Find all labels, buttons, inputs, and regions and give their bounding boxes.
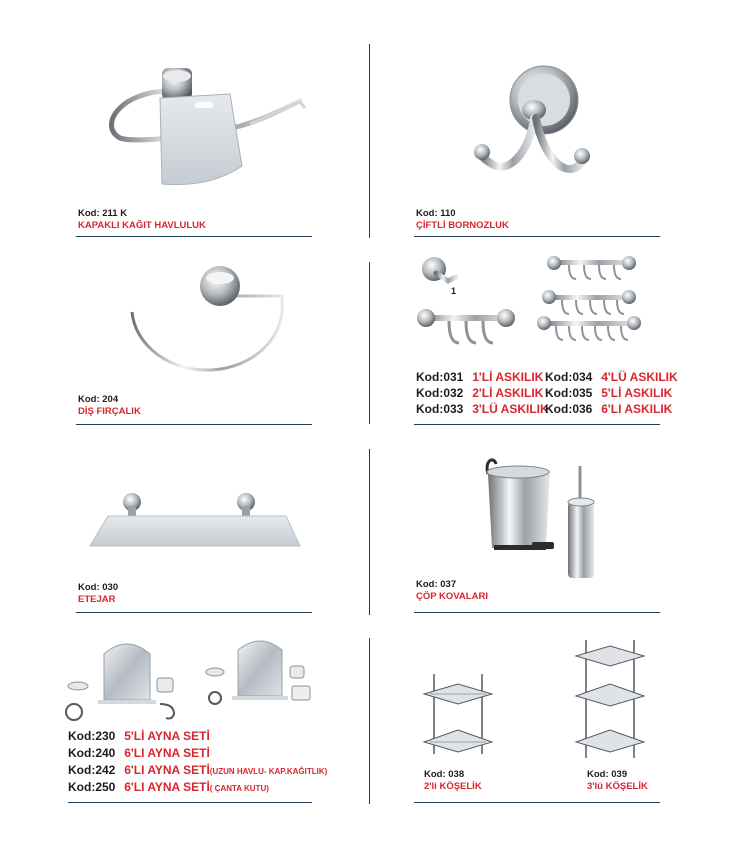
column-divider-1 — [369, 44, 370, 238]
product-code-204: Kod: 204 — [78, 394, 119, 405]
hook-name-033: 3'LÜ ASKILIK — [472, 402, 549, 416]
hook-row-033 — [416, 400, 549, 418]
product-code-038: Kod: 038 — [424, 769, 465, 780]
paper-holder-image — [100, 46, 310, 196]
product-code-030: Kod: 030 — [78, 582, 119, 593]
product-code-037: Kod: 037 — [416, 579, 457, 590]
towel-ring-image — [120, 262, 290, 382]
mirror-name-240: 6'LI AYNA SETİ — [124, 746, 210, 760]
hook-code-031: Kod:031 — [416, 370, 464, 384]
mirror-code-230: Kod:230 — [68, 729, 116, 743]
hook-code-034: Kod:034 — [545, 370, 593, 384]
product-code-039: Kod: 039 — [587, 769, 628, 780]
product-name-039: 3'lü KÖŞELİK — [587, 781, 648, 792]
corner-shelf-2-image — [420, 672, 500, 762]
product-code-211: Kod: 211 K — [78, 208, 128, 219]
hook-code-036: Kod:036 — [545, 402, 593, 416]
product-name-110: ÇİFTLİ BORNOZLUK — [416, 220, 509, 231]
mirror-code-242: Kod:242 — [68, 763, 116, 777]
hooks-image — [414, 255, 664, 365]
divider-204 — [76, 424, 312, 425]
divider-mirror — [68, 802, 312, 803]
product-code-110: Kod: 110 — [416, 208, 456, 219]
divider-hooks — [414, 424, 660, 425]
corner-shelf-3-image — [572, 638, 652, 764]
hook-name-036: 6'LI ASKILIK — [601, 402, 673, 416]
column-divider-4 — [369, 638, 370, 804]
hook-name-034: 4'LÜ ASKILIK — [601, 370, 678, 384]
column-divider-3 — [369, 449, 370, 615]
hook-name-032: 2'Lİ ASKILIK — [472, 386, 544, 400]
mirror-note-242: (UZUN HAVLU- KAP.KAĞITLIK) — [209, 767, 328, 776]
column-divider-2 — [369, 262, 370, 424]
hook-image-label: 1 — [451, 286, 457, 296]
mirror-row-250 — [68, 778, 269, 796]
hook-name-031: 1'Lİ ASKILIK — [472, 370, 544, 384]
robe-hook-image — [470, 60, 600, 195]
mirror-note-250: ( ÇANTA KUTU) — [209, 784, 269, 793]
mirror-code-240: Kod:240 — [68, 746, 116, 760]
product-name-204: DİŞ FIRÇALIK — [78, 406, 141, 417]
divider-shelves — [414, 802, 660, 803]
divider-030 — [76, 612, 312, 613]
mirror-name-230: 5'Lİ AYNA SETİ — [124, 729, 210, 743]
product-name-038: 2'li KÖŞELİK — [424, 781, 482, 792]
mirror-set-image — [64, 634, 324, 724]
mirror-name-242: 6'LI AYNA SETİ — [124, 763, 210, 777]
divider-110 — [414, 236, 660, 237]
glass-shelf-image — [88, 488, 303, 553]
hook-row-036 — [545, 400, 672, 418]
mirror-name-250: 6'LI AYNA SETİ — [124, 780, 210, 794]
product-name-037: ÇÖP KOVALARI — [416, 591, 488, 602]
product-name-211: KAPAKLI KAĞIT HAVLULUK — [78, 220, 206, 231]
hook-code-035: Kod:035 — [545, 386, 593, 400]
divider-037 — [414, 612, 660, 613]
hook-code-033: Kod:033 — [416, 402, 464, 416]
divider-211 — [76, 236, 312, 237]
mirror-row-242 — [68, 761, 327, 779]
mirror-row-240 — [68, 744, 210, 762]
waste-bin-image — [480, 452, 610, 582]
product-name-030: ETEJAR — [78, 594, 116, 605]
hook-name-035: 5'Lİ ASKILIK — [601, 386, 673, 400]
mirror-code-250: Kod:250 — [68, 780, 116, 794]
mirror-row-230 — [68, 727, 210, 745]
hook-code-032: Kod:032 — [416, 386, 464, 400]
